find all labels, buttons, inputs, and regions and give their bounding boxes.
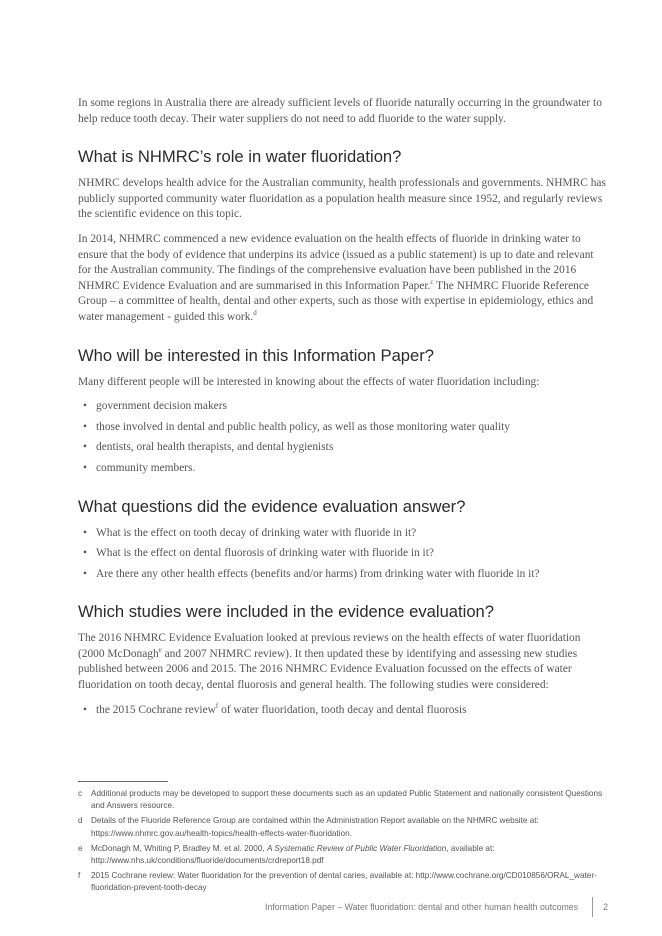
list-item-text: community members.: [96, 461, 196, 474]
bullet-icon: •: [83, 547, 87, 560]
page-number: 2: [603, 902, 608, 912]
bullet-icon: •: [83, 526, 87, 539]
nhmrc-role-paragraph-2: [78, 232, 608, 326]
bullet-icon: •: [83, 420, 87, 433]
audience-list: [78, 399, 608, 476]
paragraph-text: In 2014, NHMRC commenced a new evidence evaluation on the health effects of fluoride in drinking water to ensure that the body of evidence that underpins its advice (issued as a public statement) is up to date and relevant for the Australian community. The findings of the comprehensive evaluation have been published in the 2016 NHMRC Evidence Evaluation and are summarised in this Information Paper.: [78, 232, 594, 292]
footnotes: [78, 788, 610, 898]
footnote-text: Additional products may be developed to support these documents such as an updated Public Statement and nationally consistent Questions and Answers resource.: [91, 789, 603, 811]
footnote-mark: d: [78, 816, 83, 826]
footnote-divider: [78, 781, 168, 782]
list-item-text: What is the effect on dental fluorosis of drinking water with fluoride in it?: [96, 547, 434, 560]
footnote-mark: f: [78, 871, 81, 881]
list-item-text: those involved in dental and public health policy, as well as those monitoring water quality: [96, 420, 510, 433]
list-item: [78, 567, 608, 583]
list-item-text: What is the effect on tooth decay of drinking water with fluoride in it?: [96, 526, 417, 539]
list-item-text: the 2015 Cochrane review: [96, 703, 216, 716]
footnote-text: 2015 Cochrane review: Water fluoridation for the prevention of dental caries, available at: http://www.cochrane.org/CD010856/ORAL_water-fluoridation-prevent-tooth-decay: [91, 871, 597, 893]
page-footer: [265, 900, 608, 914]
section-heading-questions: What questions did the evidence evaluation answer?: [78, 496, 466, 516]
footnote-mark: e: [78, 843, 83, 853]
paragraph-text: The NHMRC Fluoride Reference Group – a committee of health, dental and other experts, such as those with expertise in epidemiology, ethics and water management - guided this work.: [78, 279, 594, 323]
bullet-icon: •: [83, 703, 87, 716]
footer-title: Information Paper – Water fluoridation: dental and other human health outcomes: [264, 902, 579, 912]
list-item: [78, 461, 608, 477]
bullet-icon: •: [83, 461, 87, 474]
intro-paragraph: In some regions in Australia there are already sufficient levels of fluoride naturally occurring in the groundwater to help reduce tooth decay. Their water suppliers do not need to add fluoride to the water supply.: [78, 97, 602, 125]
list-item-text: of water fluoridation, tooth decay and dental fluorosis: [218, 703, 467, 716]
studies-paragraph: [78, 631, 608, 693]
footnote-c: [78, 788, 610, 812]
section-heading-nhmrc-role: What is NHMRC’s role in water fluoridation?: [78, 147, 402, 167]
bullet-icon: •: [83, 567, 87, 580]
main-content: [78, 96, 608, 724]
footnote-f: [78, 870, 610, 894]
paragraph-text: and 2007 NHMRC review). It then updated these by identifying and assessing new studies published between 2006 and 2015. The 2016 NHMRC Evidence Evaluation focussed on the effects of water fluoridation on tooth decay, dental fluorosis and general health. The following studies were considered:: [78, 647, 578, 692]
list-item: [78, 440, 608, 456]
footnote-text: Details of the Fluoride Reference Group are contained within the Administration Report available on the NHMRC website at: https://www.nhmrc.gov.au/health-topics/health-effects-water-fluoridation.: [91, 816, 539, 838]
list-item: [78, 399, 608, 415]
audience-paragraph: Many different people will be interested in knowing about the effects of water fluoridation including:: [78, 375, 540, 388]
footnote-ref-f: f: [215, 701, 219, 710]
questions-list: [78, 526, 608, 583]
list-item: [78, 420, 608, 436]
nhmrc-role-paragraph-1: NHMRC develops health advice for the Australian community, health professionals and governments. NHMRC has publicly supported community water fluoridation as a population health measure since 1952, and regularly reviews the scientific evidence on this topic.: [78, 177, 606, 221]
list-item: [78, 546, 608, 562]
list-item-text: Are there any other health effects (benefits and/or harms) from drinking water with fluoride in it?: [96, 567, 540, 580]
list-item-text: government decision makers: [96, 400, 227, 413]
footnote-ref-c: c: [430, 277, 434, 286]
paragraph-text: The 2016 NHMRC Evidence Evaluation looked at previous reviews on the health effects of water fluoridation (2000 McDonagh: [78, 632, 581, 660]
footnote-title: A Systematic Review of Public Water Fluoridation: [266, 843, 447, 853]
footnote-ref-d: d: [253, 309, 257, 318]
footnote-mark: c: [78, 789, 83, 798]
section-heading-audience: Who will be interested in this Information Paper?: [78, 345, 435, 365]
footnote-text: , available at: http://www.nhs.uk/conditions/fluoride/documents/crdreport18.pdf: [91, 843, 495, 866]
list-item: [78, 703, 608, 719]
list-item: [78, 526, 608, 542]
footnote-d: [78, 815, 610, 839]
footer-divider: [592, 897, 593, 917]
footnote-text: McDonagh M, Whiting P, Bradley M. et al. 2000,: [91, 843, 267, 853]
footnote-ref-e: e: [158, 646, 162, 655]
footnote-e: [78, 843, 610, 867]
list-item-text: dentists, oral health therapists, and dental hygienists: [96, 441, 334, 454]
studies-list: [78, 703, 608, 719]
bullet-icon: •: [83, 400, 87, 413]
section-heading-studies: Which studies were included in the evidence evaluation?: [78, 602, 495, 622]
bullet-icon: •: [83, 441, 87, 454]
